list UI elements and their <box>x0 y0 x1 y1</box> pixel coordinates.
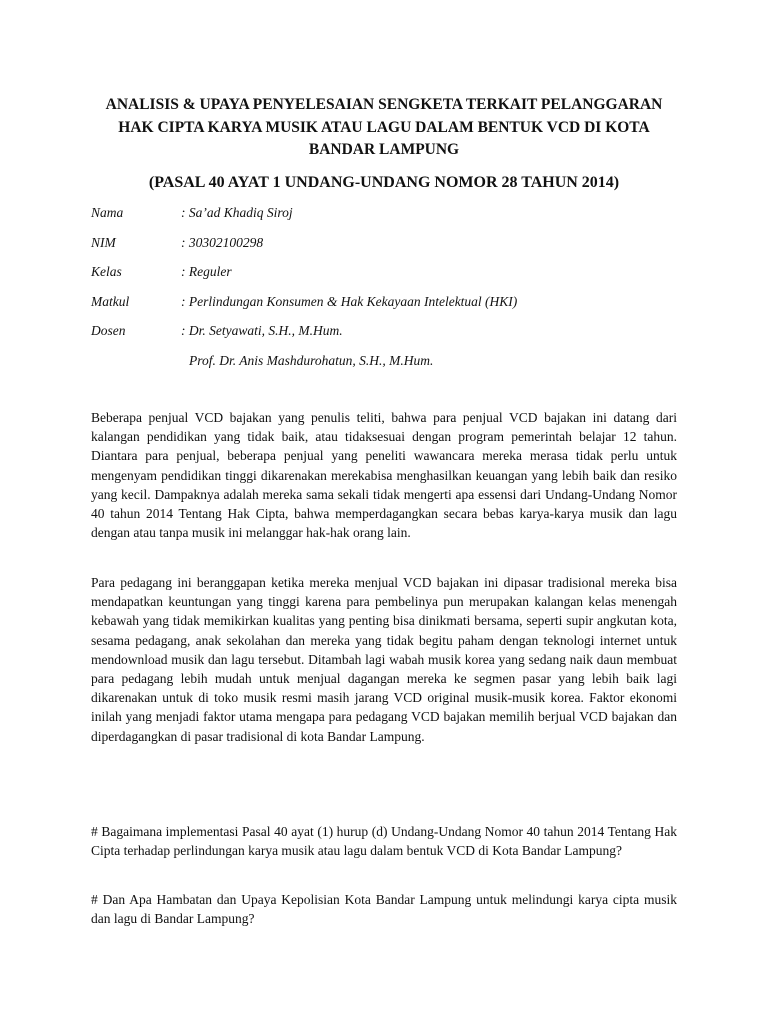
document-subtitle: (PASAL 40 AYAT 1 UNDANG-UNDANG NOMOR 28 TAHUN 2014) <box>148 174 620 191</box>
research-question-2: # Dan Apa Hambatan dan Upaya Kepolisian Kota Bandar Lampung untuk melindungi karya cipta musik dan lagu di Bandar Lampung? <box>91 892 677 927</box>
research-question-1: # Bagaimana implementasi Pasal 40 ayat (1) hurup (d) Undang-Undang Nomor 40 tahun 2014 Tentang Hak Cipta terhadap perlindungan karya musik atau lagu dalam bentuk VCD di Kota Bandar Lampung? <box>91 824 677 859</box>
info-label: Kelas <box>91 264 122 279</box>
info-label: NIM <box>91 234 116 250</box>
info-label: Matkul <box>91 293 130 309</box>
info-row-kelas <box>91 262 517 292</box>
info-row-matkul <box>91 292 517 322</box>
body-paragraph-2: Para pedagang ini beranggapan ketika mereka menjual VCD bajakan ini dipasar tradisional mereka bisa mendapatkan keuntungan yang tinggi karena para pembelinya pun merupakan kalangan kelas menengah kebawah yang tidak memikirkan kualitas yang penting bisa dinikmati bersama, seperti supir angkutan kota, sesama pedagang, anak sekolahan dan mereka yang tidak begitu paham dengan teknologi internet untuk mendownload musik dan lagu tersebut. Ditambah lagi wabah musik korea yang sedang naik daun membuat para pedagang lebih mudah untuk menjual dagangan mereka ke segmen pasar yang lebih baik lagi dikarenakan untuk di toko musik resmi masih jarang VCD original musik-musik korea. Faktor ekonomi inilah yang menjadi faktor utama mengapa para pedagang VCD bajakan memilih berjual VCD bajakan dan diperdagangkan di pasar tradisional di kota Bandar Lampung. <box>91 575 677 744</box>
info-row-dosen <box>91 321 517 351</box>
info-dosen-second: Prof. Dr. Anis Mashdurohatun, S.H., M.Hum. <box>189 352 434 368</box>
info-value: : Dr. Setyawati, S.H., M.Hum. <box>181 323 343 338</box>
author-info <box>91 203 517 375</box>
info-label: Nama <box>91 205 124 220</box>
info-row-nim <box>91 233 517 263</box>
info-value: : Perlindungan Konsumen & Hak Kekayaan Intelektual (HKI) <box>181 293 518 309</box>
document-title: ANALISIS & UPAYA PENYELESAIAN SENGKETA TERKAIT PELANGGARAN HAK CIPTA KARYA MUSIK ATAU LAGU DALAM BENTUK VCD DI KOTA BANDAR LAMPUNG <box>105 96 663 158</box>
info-value: : 30302100298 <box>181 234 264 250</box>
info-value: : Reguler <box>181 264 232 279</box>
info-row-nama <box>91 203 517 233</box>
info-label: Dosen <box>91 323 126 338</box>
info-value: : Sa’ad Khadiq Siroj <box>181 205 293 220</box>
body-paragraph-1: Beberapa penjual VCD bajakan yang penulis teliti, bahwa para penjual VCD bajakan ini datang dari kalangan pendidikan yang tidak baik, atau tidaksesuai dengan program pemerintah belajar 12 tahun. Diantara para penjual, beberapa penjual yang peneliti wawancara mereka merasa tidak perlu untuk mengenyam pendidikan tinggi dikarenakan merekabisa menghasilkan keuangan yang lebih baik dan resiko yang kecil. Dampaknya adalah mereka sama sekali tidak mengerti apa essensi dari Undang-Undang Nomor 40 tahun 2014 Tentang Hak Cipta, bahwa memperdagangkan secara bebas karya-karya musik dan lagu dengan atau tanpa musik ini melanggar hak-hak orang lain. <box>91 410 677 541</box>
